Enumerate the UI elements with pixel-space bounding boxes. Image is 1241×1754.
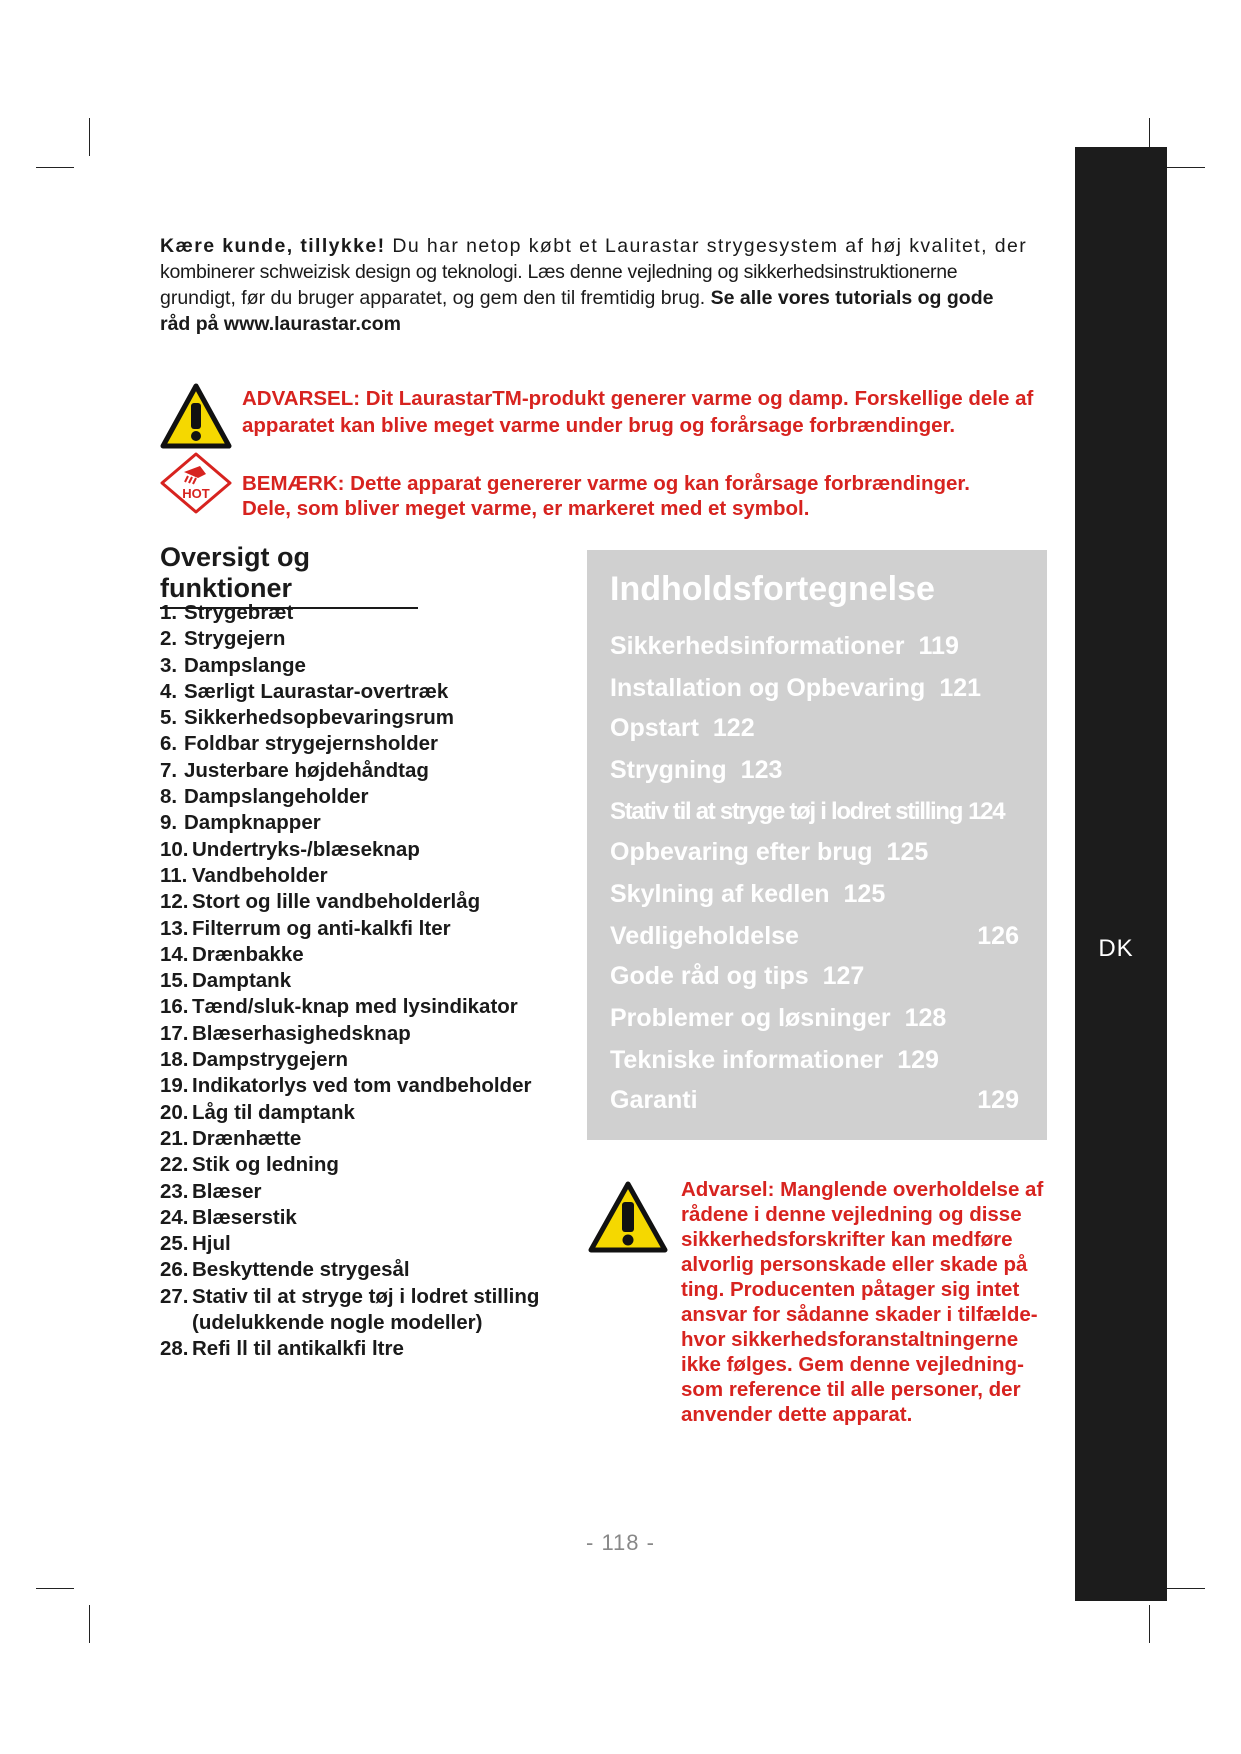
feature-list-item	[160, 679, 580, 705]
feature-list-item	[160, 968, 580, 994]
feature-text: (udelukkende nogle modeller)	[192, 1311, 483, 1335]
toc-entry-label: Problemer og løsninger	[610, 1004, 891, 1032]
toc-entry	[610, 632, 1019, 661]
feature-text: Undertryks-/blæseknap	[192, 837, 420, 861]
feature-text: Stik og ledning	[192, 1153, 339, 1177]
crop-mark	[1149, 1605, 1150, 1643]
feature-text: Indikatorlys ved tom vandbeholder	[192, 1074, 532, 1098]
toc-entry-label: Vedligeholdelse	[610, 922, 799, 950]
intro-sentence: Du har netop købt et Laurastar strygesystem af høj kvalitet, der	[385, 235, 1028, 257]
toc-entry	[610, 880, 1019, 909]
feature-number: 2.	[160, 627, 178, 651]
feature-number: 14.	[160, 942, 189, 966]
feature-list-item	[160, 1310, 580, 1336]
feature-number: 22.	[160, 1153, 189, 1177]
feature-number: 23.	[160, 1179, 189, 1203]
feature-list-item	[160, 1047, 580, 1073]
toc-entry	[610, 962, 1019, 991]
feature-number: 11.	[160, 863, 188, 887]
feature-text: Låg til damptank	[192, 1100, 355, 1124]
toc-entry	[610, 674, 1019, 703]
crop-mark	[89, 1605, 90, 1643]
feature-number: 24.	[160, 1205, 189, 1229]
toc-entry-label: Opbevaring efter brug	[610, 838, 873, 866]
feature-text: Drænbakke	[192, 942, 304, 966]
feature-text: Refi ll til antikalkfi ltre	[192, 1337, 404, 1361]
feature-list-item	[160, 1179, 580, 1205]
crop-mark	[1167, 1588, 1205, 1589]
crop-mark	[1167, 167, 1205, 168]
feature-list-item	[160, 731, 580, 757]
toc-entry	[610, 1004, 1019, 1033]
toc-entry-label: Sikkerhedsinformationer	[610, 632, 905, 660]
toc-entry-label: Gode råd og tips	[610, 962, 809, 990]
feature-list-item	[160, 653, 580, 679]
feature-text: Blæserhasighedsknap	[192, 1021, 411, 1045]
feature-number: 28.	[160, 1337, 189, 1361]
toc-entry-page: 125	[843, 880, 886, 908]
feature-text: Dampstrygejern	[192, 1048, 349, 1072]
feature-number: 5.	[160, 706, 178, 730]
toc-entry-page: 129	[977, 1086, 1019, 1114]
feature-list-item	[160, 994, 580, 1020]
toc-entry-label: Stativ til at stryge tøj i lodret stilling	[610, 798, 963, 825]
toc-entry	[610, 1086, 1019, 1115]
bemaerk-line: Dele, som bliver meget varme, er markeret med et symbol.	[242, 497, 810, 520]
feature-number: 1.	[160, 601, 178, 624]
toc-entry-page: 128	[904, 1004, 947, 1032]
toc-entry-page: 127	[822, 962, 865, 990]
feature-text: Blæser	[192, 1179, 262, 1203]
feature-number	[160, 1310, 192, 1336]
feature-text: Strygebræt	[184, 601, 294, 624]
feature-text: Strygejern	[184, 627, 286, 651]
toc-entry-label: Skylning af kedlen	[610, 880, 830, 908]
feature-number: 27.	[160, 1284, 189, 1308]
table-of-contents	[587, 550, 1047, 1140]
feature-number: 20.	[160, 1100, 189, 1124]
feature-list-item	[160, 1100, 580, 1126]
feature-list-item	[160, 600, 580, 626]
feature-number: 15.	[160, 969, 189, 993]
feature-text: Drænhætte	[192, 1126, 302, 1150]
feature-number: 12.	[160, 890, 189, 914]
feature-number: 16.	[160, 995, 189, 1019]
feature-list-item	[160, 1152, 580, 1178]
feature-number: 25.	[160, 1232, 189, 1256]
feature-text: Vandbeholder	[192, 863, 328, 887]
feature-text: Stort og lille vandbeholderlåg	[192, 890, 481, 914]
toc-entry-label: Tekniske informationer	[610, 1046, 884, 1074]
advarsel-text: ADVARSEL: Dit LaurastarTM-produkt generer varme og damp. Forskellige dele af apparatet kan blive meget varme under brug og forårsage forbrændinger.	[242, 387, 1034, 437]
page-number: - 118 -	[586, 1530, 655, 1555]
crop-mark	[36, 1588, 74, 1589]
feature-list-item	[160, 863, 580, 889]
feature-list-item	[160, 626, 580, 652]
feature-text: Særligt Laurastar-overtræk	[184, 679, 449, 703]
toc-entry	[610, 922, 1019, 951]
feature-list-item	[160, 810, 580, 836]
intro-website: råd på www.laurastar.com	[160, 313, 401, 335]
feature-list-item	[160, 1073, 580, 1099]
toc-entry-label: Installation og Opbevaring	[610, 674, 926, 702]
intro-greeting: Kære kunde, tillykke!	[160, 235, 386, 257]
feature-text: Sikkerhedsopbevaringsrum	[184, 706, 455, 730]
intro-line: grundigt, før du bruger apparatet, og gem den til fremtidig brug.	[160, 287, 711, 309]
feature-text: Dampslange	[184, 653, 306, 677]
feature-list-item	[160, 1336, 580, 1362]
feature-number: 3.	[160, 653, 178, 677]
feature-number: 9.	[160, 811, 178, 835]
toc-entry-page: 129	[897, 1046, 939, 1074]
feature-list-item	[160, 889, 580, 915]
feature-number: 10.	[160, 837, 189, 861]
feature-list-item	[160, 1284, 580, 1310]
hot-label: HOT	[182, 486, 210, 501]
feature-number: 19.	[160, 1074, 189, 1098]
crop-mark	[89, 118, 90, 156]
bemaerk-text	[242, 470, 1042, 522]
feature-list-item	[160, 1257, 580, 1283]
feature-text: Hjul	[192, 1232, 231, 1256]
toc-entry	[610, 838, 1019, 867]
feature-number: 8.	[160, 785, 178, 809]
toc-entry	[610, 756, 1019, 785]
toc-entry-label: Garanti	[610, 1086, 698, 1114]
toc-entry-page: 124	[968, 798, 1005, 825]
warning-triangle-icon	[587, 1180, 669, 1254]
overview-title: Oversigt og funktioner	[160, 542, 418, 609]
toc-entry-label: Strygning	[610, 756, 727, 784]
feature-text: Tænd/sluk-knap med lysindikator	[192, 995, 518, 1019]
feature-list-item	[160, 942, 580, 968]
feature-text: Filterrum og anti-kalkfi lter	[192, 916, 451, 940]
toc-entry-page: 123	[740, 756, 783, 784]
toc-entry-page: 125	[886, 838, 929, 866]
feature-text: Dampslangeholder	[184, 785, 369, 809]
hot-surface-icon	[160, 452, 232, 514]
feature-list-item	[160, 758, 580, 784]
feature-list-item	[160, 1231, 580, 1257]
feature-text: Beskyttende strygesål	[192, 1258, 410, 1282]
feature-number: 21.	[160, 1126, 189, 1150]
intro-line: kombinerer schweizisk design og teknologi. Læs denne vejledning og sikkerhedsinstruktionerne	[160, 261, 958, 283]
language-code: DK	[1098, 935, 1134, 962]
feature-list-item	[160, 1126, 580, 1152]
feature-text: Damptank	[192, 969, 292, 993]
toc-entry-page: 121	[939, 674, 982, 702]
feature-text: Justerbare højdehåndtag	[184, 758, 429, 782]
toc-entry	[610, 798, 1019, 826]
feature-list-item	[160, 1021, 580, 1047]
feature-number: 17.	[160, 1021, 189, 1045]
feature-list-item	[160, 916, 580, 942]
toc-entry	[610, 714, 1019, 743]
language-side-tab	[1075, 147, 1167, 1601]
feature-number: 26.	[160, 1258, 189, 1282]
feature-list-item	[160, 837, 580, 863]
feature-number: 4.	[160, 679, 178, 703]
intro-tutorials: Se alle vores tutorials og gode	[710, 287, 994, 309]
safety-warning-text: Advarsel: Manglende overholdelse af rådene i denne vejledning og disse sikkerhedsforskrifter kan medføre alvorlig personskade eller skade på ting. Producenten påtager sig intet ansvar for sådanne skader i tilfælde-hvor sikkerhedsforanstaltningerne ikke følges. Gem denne vejledning-som reference til alle personer, der anvender dette apparat.	[681, 1178, 1044, 1426]
toc-title: Indholdsfortegnelse	[610, 570, 935, 608]
toc-entry-page: 122	[712, 714, 755, 742]
feature-text: Dampknapper	[184, 811, 321, 835]
bemaerk-line: BEMÆRK: Dette apparat genererer varme og kan forårsage forbrændinger.	[242, 472, 970, 495]
toc-entry-label: Opstart	[610, 714, 699, 742]
feature-list-item	[160, 705, 580, 731]
toc-entry	[610, 1046, 1019, 1075]
feature-number: 7.	[160, 758, 178, 782]
intro-paragraph	[160, 233, 1045, 337]
feature-list	[160, 600, 580, 1363]
feature-text: Foldbar strygejernsholder	[184, 732, 439, 756]
feature-text: Stativ til at stryge tøj i lodret stilling	[192, 1284, 540, 1308]
feature-number: 6.	[160, 732, 178, 756]
feature-list-item	[160, 784, 580, 810]
crop-mark	[36, 167, 74, 168]
toc-entry-page: 119	[918, 632, 959, 660]
toc-entry-page: 126	[977, 922, 1019, 950]
feature-number: 13.	[160, 916, 189, 940]
feature-text: Blæserstik	[192, 1205, 297, 1229]
feature-list-item	[160, 1205, 580, 1231]
warning-triangle-icon	[160, 383, 232, 449]
feature-number: 18.	[160, 1048, 189, 1072]
